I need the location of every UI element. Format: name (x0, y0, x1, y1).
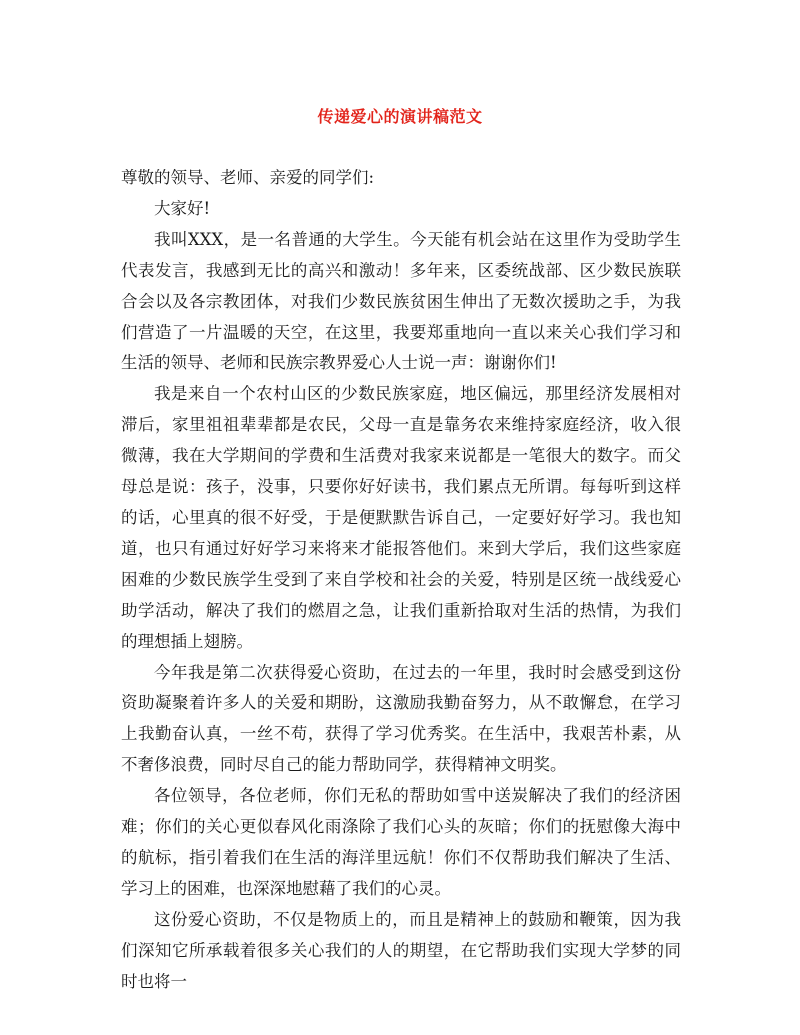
document-body (121, 163, 681, 997)
body-paragraph: 各位领导，各位老师，你们无私的帮助如雪中送炭解决了我们的经济困难；你们的关心更似春风化雨涤除了我们心头的灰暗；你们的抚慰像大海中的航标，指引着我们在生活的海洋里远航！你们不仅帮助我们解决了生活、学习上的困难，也深深地慰藉了我们的心灵。 (121, 786, 681, 898)
greeting-paragraph: 大家好! (154, 198, 211, 218)
body-paragraph: 我是来自一个农村山区的少数民族家庭，地区偏远，那里经济发展相对滞后，家里祖祖辈辈都是农民，父母一直是靠务农来维持家庭经济，收入很微薄，我在大学期间的学费和生活费对我家来说都是一笔很大的数字。而父母总是说：孩子，没事，只要你好好读书，我们累点无所谓。每每听到这样的话，心里真的很不好受，于是便默默告诉自己，一定要好好学习。我也知道，也只有通过好好学习来将来才能报答他们。来到大学后，我们这些家庭困难的少数民族学生受到了来自学校和社会的关爱，特别是区统一战线爱心助学活动，解决了我们的燃眉之急，让我们重新拾取对生活的热情，为我们的理想插上翅膀。 (121, 384, 681, 651)
salutation-paragraph: 尊敬的领导、老师、亲爱的同学们: (121, 168, 375, 187)
body-paragraph: 这份爱心资助，不仅是物质上的，而且是精神上的鼓励和鞭策，因为我们深知它所承载着很多关心我们的人的期望，在它帮助我们实现大学梦的同时也将一 (121, 909, 681, 991)
body-paragraph: 我叫XXX，是一名普通的大学生。今天能有机会站在这里作为受助学生代表发言，我感到无比的高兴和激动！多年来，区委统战部、区少数民族联合会以及各宗教团体，对我们少数民族贫困生伸出了无数次援助之手，为我们营造了一片温暖的天空，在这里，我要郑重地向一直以来关心我们学习和生活的领导、老师和民族宗教界爱心人士说一声：谢谢你们! (121, 229, 681, 373)
body-paragraph: 今年我是第二次获得爱心资助，在过去的一年里，我时时会感受到这份资助凝聚着许多人的关爱和期盼，这激励我勤奋努力，从不敢懈怠，在学习上我勤奋认真，一丝不苟，获得了学习优秀奖。在生活中，我艰苦朴素，从不奢侈浪费，同时尽自己的能力帮助同学，获得精神文明奖。 (121, 662, 681, 775)
document-title: 传递爱心的演讲稿范文 (317, 107, 483, 126)
